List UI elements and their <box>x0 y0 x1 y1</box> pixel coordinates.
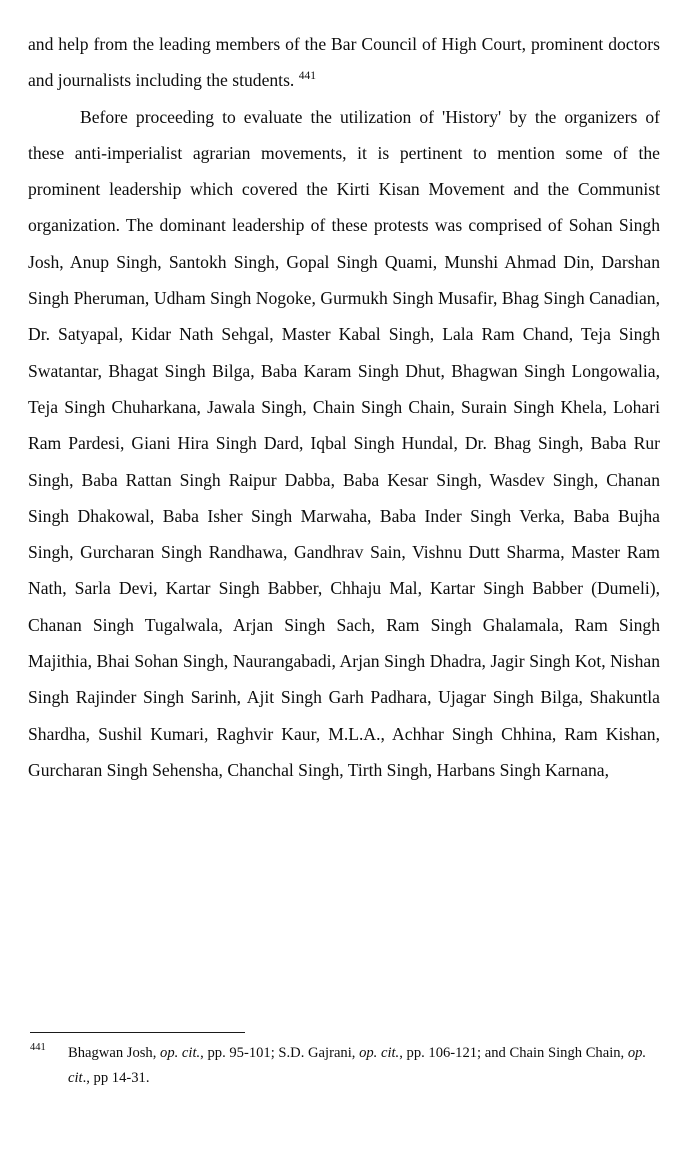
footnote-segment-1: op. cit. <box>160 1045 201 1061</box>
footnote-segment-2: , pp. 95-101; S.D. Gajrani, <box>200 1045 360 1061</box>
footnote-segment-4: , pp. 106-121; and Chain Singh Chain, <box>399 1045 628 1061</box>
footnote-number: 441 <box>30 1042 46 1053</box>
footnote-text <box>68 1045 646 1086</box>
footnote-reference-441[interactable]: 441 <box>298 70 316 83</box>
paragraph-continued-text: and help from the leading members of the Bar Council of High Court, prominent doctors and journalists including the students. <box>28 34 660 91</box>
footnote-segment-6: ., pp 14-31. <box>82 1069 150 1086</box>
footnote-area <box>28 1032 660 1090</box>
paragraph-leadership-text: Before proceeding to evaluate the utilization of 'History' by the organizers of these anti-imperialist agrarian movements, it is pertinent to mention some of the prominent leadership which covered the Kirti Kisan Movement and the Communist organization. The dominant leadership of these protests was comprised of Sohan Singh Josh, Anup Singh, Santokh Singh, Gopal Singh Quami, Munshi Ahmad Din, Darshan Singh Pheruman, Udham Singh Nogoke, Gurmukh Singh Musafir, Bhag Singh Canadian, Dr. Satyapal, Kidar Nath Sehgal, Master Kabal Singh, Lala Ram Chand, Teja Singh Swatantar, Bhagat Singh Bilga, Baba Karam Singh Dhut, Bhagwan Singh Longowalia, Teja Singh Chuharkana, Jawala Singh, Chain Singh Chain, Surain Singh Khela, Lohari Ram Pardesi, Giani Hira Singh Dard, Iqbal Singh Hundal, Dr. Bhag Singh, Baba Rur Singh, Baba Rattan Singh Raipur Dabba, Baba Kesar Singh, Wasdev Singh, Chanan Singh Dhakowal, Baba Isher Singh Marwaha, Baba Inder Singh Verka, Baba Bujha Singh, Gurcharan Singh Randhawa, Gandhrav Sain, Vishnu Dutt Sharma, Master Ram Nath, Sarla Devi, Kartar Singh Babber, Chhaju Mal, Kartar Singh Babber (Dumeli), Chanan Singh Tugalwala, Arjan Singh Sach, Ram Singh Ghalamala, Ram Singh Majithia, Bhai Sohan Singh, Naurangabadi, Arjan Singh Dhadra, Jagir Singh Kot, Nishan Singh Rajinder Singh Sarinh, Ajit Singh Garh Padhara, Ujagar Singh Bilga, Shakuntla Shardha, Sushil Kumari, Raghvir Kaur, M.L.A., Achhar Singh Chhina, Ram Kishan, Gurcharan Singh Sehensha, Chanchal Singh, Tirth Singh, Harbans Singh Karnana, <box>28 106 660 780</box>
footnote-441 <box>28 1041 660 1090</box>
paragraph-continued <box>28 26 660 99</box>
footnote-separator-rule <box>30 1032 245 1033</box>
footnote-segment-5: op. cit <box>68 1045 647 1086</box>
paragraph-leadership <box>28 99 660 789</box>
footnote-segment-0: Bhagwan Josh, <box>68 1045 161 1061</box>
body-text-column <box>28 26 660 788</box>
footnote-segment-3: op. cit. <box>359 1045 400 1061</box>
